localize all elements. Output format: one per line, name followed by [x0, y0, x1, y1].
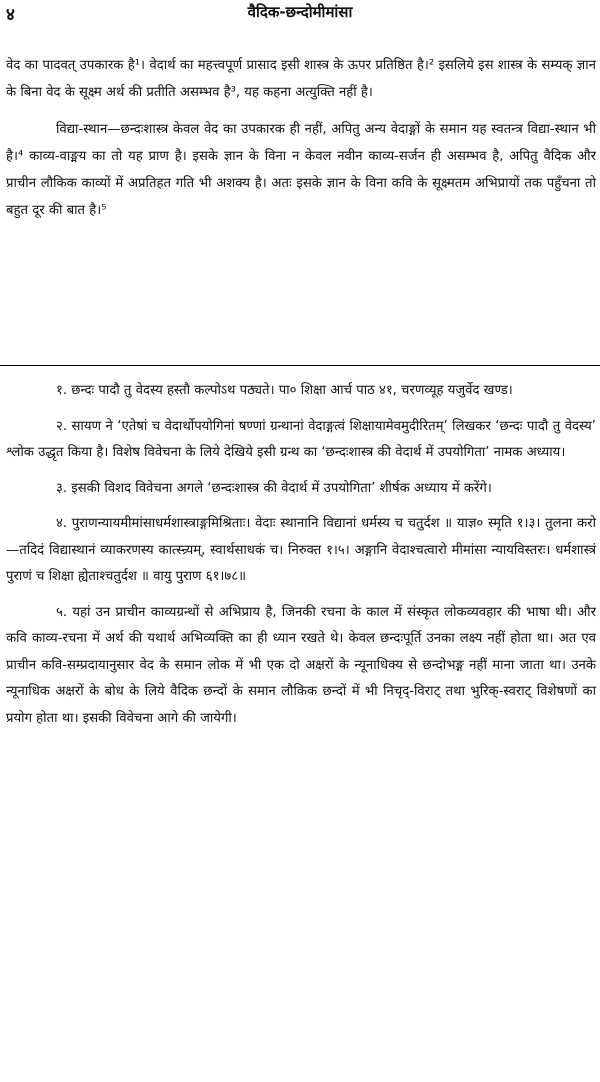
footnote-5: ५. यहां उन प्राचीन काव्यग्रन्थों से अभिप्राय है, जिनकी रचना के काल में संस्कृत लोकव्यवहार की भाषा थी। और कवि काव्य-रचना में अर्थ की यथार्थ अभिव्यक्ति का ही ध्यान रखते थे। केवल छन्दःपूर्ति उनका लक्ष्य नहीं होता था। अत एव प्राचीन कवि-सम्प्रदायानुसार वेद के समान लोक में भी एक दो अक्षरों के न्यूनाधिक्य से छन्दोभङ्ग नहीं माना जाता था। उनके न्यूनाधिक अक्षरों के बोध के लिये वैदिक छन्दों के समान लौकिक छन्दों में भी निचृद्-विराट् तथा भुरिक्-स्वराट् विशेषणों का प्रयोग होता था। इसकी विवेचना आगे की जायेगी।: [6, 604, 596, 726]
main-text: [6, 52, 596, 224]
footnote-divider: [0, 365, 600, 366]
body-paragraph: वेद का पादवत् उपकारक है¹। वेदार्थ का महत्त्वपूर्ण प्रासाद इसी शास्त्र के ऊपर प्रतिष्ठित है।² इसलिये इस शास्त्र के सम्यक् ज्ञान के बिना वेद के सूक्ष्म अर्थ की प्रतीति असम्भव है³, यह कहना अत्युक्ति नहीं है।: [6, 58, 596, 100]
page-number: ४: [6, 5, 15, 25]
footnote-2: २. सायण ने ‘एतेषां च वेदार्थोपयोगिनां षण्णां ग्रन्थानां वेदाङ्गत्वं शिक्षायामेवमुदीरितम्’ लिखकर ‘छन्दः पादौ तु वेदस्य’ श्लोक उद्धृत किया है। विशेष विवेचना के लिये देखिये इसी ग्रन्थ का ‘छन्दःशास्त्र की वेदार्थ में उपयोगिता’ नामक अध्याय।: [6, 418, 596, 460]
running-title: वैदिक-छन्दोमीमांसा: [247, 3, 353, 21]
page-header: [0, 0, 600, 26]
footnote-1: १. छन्दः पादौ तु वेदस्य हस्तौ कल्पोऽथ पठ्यते। पा० शिक्षा आर्च पाठ ४१, चरणव्यूह यजुर्वेद खण्ड।: [56, 383, 513, 398]
footnotes: [6, 378, 596, 741]
body-paragraph: विद्या-स्थान—छन्दःशास्त्र केवल वेद का उपकारक ही नहीं, अपितु अन्य वेदाङ्गों के समान यह स्वतन्त्र विद्या-स्थान भी है।⁴ काव्य-वाङ्मय का तो यह प्राण है। इसके ज्ञान के विना न केवल नवीन काव्य-सर्जन ही असम्भव है, अपितु वैदिक और प्राचीन लौकिक काव्यों में अप्रतिहत गति भी अशक्य है। अतः इसके ज्ञान के विना कवि के सूक्ष्मतम अभिप्रायों तक पहुँचना तो बहुत दूर की बात है।⁵: [6, 122, 596, 218]
footnote-3: ३. इसकी विशद विवेचना अगले ‘छन्दःशास्त्र की वेदार्थ में उपयोगिता’ शीर्षक अध्याय में करेंगे।: [56, 480, 492, 496]
footnote-4: ४. पुराणन्यायमीमांसाधर्मशास्त्राङ्गमिश्रिताः। वेदाः स्थानानि विद्यानां धर्मस्य च चतुर्दश ॥ याज्ञ० स्मृति १।३। तुलना करो—तदिदं विद्यास्थानं व्याकरणस्य कात्स्न्र्यम्, स्वार्थसाधकं च। निरुक्त १।५। अङ्गानि वेदाश्चत्वारो मीमांसा न्यायविस्तरः। धर्मशास्त्रं पुराणं च शिक्षा ह्येताश्चतुर्दश ॥ वायु पुराण ६१।७८॥: [6, 516, 596, 584]
